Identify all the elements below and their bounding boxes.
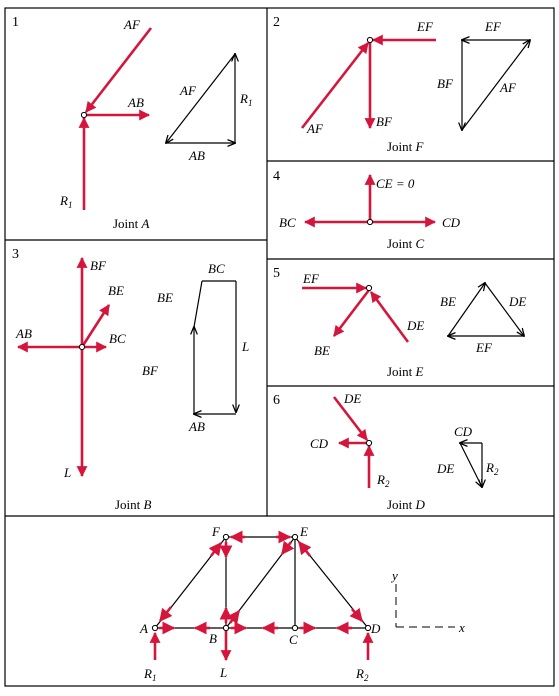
joint-node xyxy=(366,285,371,290)
panel-number: 1 xyxy=(12,15,19,30)
label-ab: AB xyxy=(189,419,205,434)
label-r1: $R_1$ xyxy=(144,666,157,683)
polygon-af xyxy=(462,40,530,130)
label-cd: CD xyxy=(454,424,473,439)
arrow-f-af xyxy=(211,543,221,556)
joint-f-node xyxy=(223,534,228,539)
label-bc: BC xyxy=(279,215,296,230)
label-r2: $R_2$ xyxy=(356,666,369,683)
y-axis-label: y xyxy=(392,568,398,583)
joint-d-node xyxy=(365,625,370,630)
label-l: L xyxy=(64,465,72,480)
label-cd: CD xyxy=(442,215,461,230)
label-ab: AB xyxy=(16,326,32,341)
force-be-arrow xyxy=(334,290,369,336)
label-r1: $R_1$ xyxy=(240,91,253,108)
joint-node xyxy=(81,112,86,117)
arrow-e-be xyxy=(282,542,291,554)
joint-caption: Joint F xyxy=(387,139,424,154)
label-bc: BC xyxy=(109,331,126,346)
label-l: L xyxy=(242,339,250,354)
panel-joint-a xyxy=(12,15,252,231)
arrow-e-de xyxy=(299,542,310,556)
label-de: DE xyxy=(437,461,455,476)
panel-number: 5 xyxy=(273,266,280,281)
label-de: DE xyxy=(344,391,362,406)
truss-members xyxy=(155,537,368,628)
label-joint-d: D xyxy=(371,621,381,636)
label-r1: $R_1$ xyxy=(60,193,73,210)
panel-truss xyxy=(139,524,465,683)
polygon-be xyxy=(448,283,485,336)
label-bf: BF xyxy=(142,363,158,378)
label-cd: CD xyxy=(310,436,329,451)
label-de: DE xyxy=(509,294,527,309)
label-bf: BF xyxy=(90,258,106,273)
joint-node xyxy=(367,219,372,224)
panel-number: 6 xyxy=(273,393,280,408)
joint-node xyxy=(367,37,372,42)
force-be-arrow xyxy=(82,305,109,347)
label-joint-a: A xyxy=(140,621,148,636)
label-joint-b: B xyxy=(209,631,217,646)
joint-node xyxy=(79,344,84,349)
panel-joint-d xyxy=(273,391,499,512)
label-af: AF xyxy=(500,80,516,95)
label-l: L xyxy=(220,665,228,680)
force-af-arrow xyxy=(302,43,368,128)
label-joint-c: C xyxy=(289,632,298,647)
panel-joint-f xyxy=(273,15,530,154)
label-af: AF xyxy=(124,17,140,32)
label-r2: $R_2$ xyxy=(377,472,390,489)
label-be: BE xyxy=(440,294,456,309)
x-axis-label: x xyxy=(459,620,465,635)
label-ef: EF xyxy=(417,19,433,34)
label-ef: EF xyxy=(476,340,492,355)
label-af: AF xyxy=(307,121,323,136)
label-be: BE xyxy=(108,283,124,298)
label-bf: BF xyxy=(437,76,453,91)
joint-caption: Joint C xyxy=(387,236,425,251)
joint-b-node xyxy=(223,625,228,630)
panel-number: 2 xyxy=(273,15,280,30)
label-bf: BF xyxy=(376,114,392,129)
polygon-de xyxy=(485,283,527,336)
force-de-arrow xyxy=(371,292,408,342)
label-de: DE xyxy=(407,318,425,333)
label-ce-zero: CE = 0 xyxy=(376,176,415,191)
truss-joints xyxy=(152,534,370,630)
panel-number: 3 xyxy=(12,247,19,262)
label-ab: AB xyxy=(128,95,144,110)
joint-e-node xyxy=(292,534,297,539)
arrow-b-be xyxy=(230,611,239,623)
label-af: AF xyxy=(180,83,196,98)
label-r2: $R_2$ xyxy=(486,460,499,477)
joint-caption: Joint D xyxy=(387,497,425,512)
polygon-be xyxy=(194,281,202,327)
joint-c-node xyxy=(292,625,297,630)
label-ef: EF xyxy=(485,19,501,34)
joint-caption: Joint E xyxy=(387,364,424,379)
joint-caption: Joint A xyxy=(113,216,150,231)
label-be: BE xyxy=(314,343,330,358)
panel-joint-c xyxy=(273,169,461,251)
polygon-de xyxy=(460,443,482,487)
arrow-d-de xyxy=(352,609,362,621)
panel-joint-b xyxy=(12,247,249,512)
label-ef: EF xyxy=(303,271,319,286)
label-joint-f: F xyxy=(212,524,220,539)
panel-number: 4 xyxy=(273,169,280,184)
label-be: BE xyxy=(157,290,173,305)
joint-a-node xyxy=(152,625,157,630)
arrow-a-af xyxy=(160,607,171,621)
joint-node xyxy=(366,440,371,445)
label-joint-e: E xyxy=(300,524,308,539)
polygon-af xyxy=(166,54,235,143)
joint-caption: Joint B xyxy=(115,497,152,512)
label-bc: BC xyxy=(208,261,225,276)
panel-joint-e xyxy=(273,266,526,379)
label-ab: AB xyxy=(189,148,205,163)
